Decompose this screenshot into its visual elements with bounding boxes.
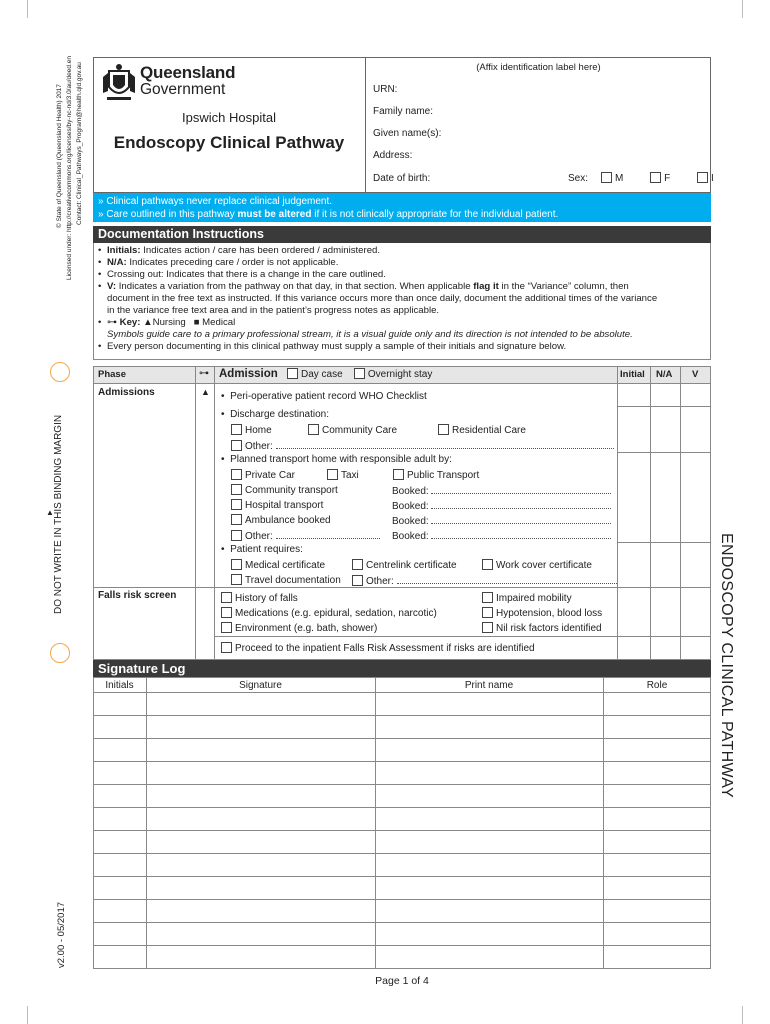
- version-text: v2.00 - 05/2017: [56, 901, 67, 968]
- col-v: V: [692, 369, 699, 380]
- residential-care-label: Residential Care: [452, 425, 526, 436]
- booked-line[interactable]: [431, 514, 611, 524]
- booked-label: Booked:: [392, 501, 429, 512]
- divider: [617, 542, 711, 543]
- hypotension-checkbox[interactable]: [482, 607, 493, 618]
- divider: [375, 677, 376, 969]
- govt-name-2: Government: [140, 81, 226, 98]
- sex-i-checkbox[interactable]: [697, 172, 708, 183]
- divider: [146, 677, 147, 969]
- requires-other-checkbox[interactable]: [352, 575, 363, 586]
- col-initial: Initial: [620, 369, 645, 380]
- community-transport-option: [231, 484, 338, 496]
- ambulance-option: [231, 514, 331, 526]
- discharge-other-checkbox[interactable]: [231, 440, 242, 451]
- overnight-stay-label: Overnight stay: [367, 369, 433, 380]
- instr-key: [97, 317, 707, 341]
- medical-certificate-checkbox[interactable]: [231, 559, 242, 570]
- notice-banner: [93, 193, 711, 222]
- private-car-label: Private Car: [245, 470, 296, 481]
- community-transport-label: Community transport: [245, 485, 338, 496]
- signature-log-heading: Signature Log: [93, 660, 711, 677]
- sex-m-label: M: [615, 173, 624, 184]
- private-car-checkbox[interactable]: [231, 469, 242, 480]
- discharge-text: Discharge destination:: [230, 409, 330, 420]
- instr-v-flag: flag it: [473, 281, 499, 292]
- instr-initials: [97, 245, 707, 257]
- booked-line[interactable]: [431, 499, 611, 509]
- medical-certificate-label: Medical certificate: [245, 560, 326, 571]
- sex-i-label: I: [711, 173, 714, 184]
- centrelink-checkbox[interactable]: [352, 559, 363, 570]
- doc-instructions-box: [93, 243, 711, 360]
- environment-checkbox[interactable]: [221, 622, 232, 633]
- col-admission-label: Admission: [219, 368, 278, 380]
- patient-requires-item: • Patient requires:: [221, 544, 303, 555]
- hospital-transport-label: Hospital transport: [245, 500, 324, 511]
- hospital-transport-option: [231, 499, 323, 511]
- divider: [617, 366, 618, 660]
- community-care-option: [308, 424, 397, 436]
- travel-doc-checkbox[interactable]: [231, 574, 242, 585]
- notice-line1: » Clinical pathways never replace clinical judgement.: [98, 196, 333, 207]
- instr-initials-text: Indicates action / care has been ordered / administered.: [140, 245, 381, 256]
- taxi-checkbox[interactable]: [327, 469, 338, 480]
- side-title: ENDOSCOPY CLINICAL PATHWAY: [718, 533, 735, 799]
- impaired-mobility-option: [482, 592, 572, 604]
- environment-option: [221, 622, 377, 634]
- instr-v-text1: Indicates a variation from the pathway on that day, in that section. When applicable: [116, 281, 474, 292]
- booked-field: [392, 499, 611, 512]
- copyright-line1: © State of Queensland (Queensland Health) 2017: [56, 84, 63, 228]
- key-icon: ⊶: [107, 317, 117, 328]
- trim-mark: [742, 0, 743, 18]
- instr-crossing: • Crossing out: Indicates that there is a change in the care outlined.: [97, 269, 707, 281]
- transport-other-option: [231, 529, 380, 542]
- signature-row-line[interactable]: [93, 784, 711, 785]
- dob-label[interactable]: Date of birth:: [373, 173, 431, 184]
- qld-crest-icon: [101, 63, 137, 103]
- divider: [603, 677, 604, 969]
- centrelink-label: Centrelink certificate: [366, 560, 457, 571]
- transport-text: Planned transport home with responsible adult by:: [230, 454, 452, 465]
- sex-f-checkbox[interactable]: [650, 172, 661, 183]
- sex-f-label: F: [664, 173, 671, 184]
- affix-label: (Affix identification label here): [476, 62, 601, 73]
- urn-label[interactable]: URN:: [373, 84, 398, 95]
- notice-line2: [98, 208, 711, 221]
- instr-v-text2: in the “Variance” column, then: [498, 281, 629, 292]
- residential-care-option: [438, 424, 526, 436]
- divider: [650, 366, 651, 660]
- col-phase: Phase: [98, 369, 126, 380]
- community-care-checkbox[interactable]: [308, 424, 319, 435]
- booked-field: [392, 529, 611, 542]
- residential-care-checkbox[interactable]: [438, 424, 449, 435]
- divider: [93, 587, 711, 588]
- overnight-stay-checkbox[interactable]: [354, 368, 365, 379]
- instr-na-text: Indicates preceding care / order is not applicable.: [126, 257, 339, 268]
- public-transport-checkbox[interactable]: [393, 469, 404, 480]
- sig-col-role: Role: [646, 680, 668, 691]
- community-transport-checkbox[interactable]: [231, 484, 242, 495]
- divider: [214, 366, 215, 660]
- medications-checkbox[interactable]: [221, 607, 232, 618]
- admissions-label: Admissions: [98, 387, 155, 398]
- hospital-name: Ipswich Hospital: [182, 110, 276, 125]
- instr-key-medical: Medical: [202, 317, 236, 328]
- home-checkbox[interactable]: [231, 424, 242, 435]
- environment-label: Environment (e.g. bath, shower): [235, 623, 378, 634]
- key-icon: ⊶: [199, 368, 209, 379]
- medical-square-icon: ■: [193, 317, 200, 328]
- divider: [617, 452, 711, 453]
- sig-col-signature: Signature: [239, 680, 282, 691]
- booked-label: Booked:: [392, 531, 429, 542]
- instr-every-person: • Every person documenting in this clinical pathway must supply a sample of their initials and signature below.: [97, 341, 707, 353]
- col-admission: [219, 368, 432, 380]
- trim-mark: [27, 0, 28, 18]
- work-cover-checkbox[interactable]: [482, 559, 493, 570]
- proceed-option: [221, 642, 535, 654]
- instr-v-line2: document in the free text as instructed. If this variance occurs more than once daily, document the additional times of the variance: [107, 293, 658, 304]
- signature-table: [93, 677, 711, 969]
- taxi-label: Taxi: [341, 470, 359, 481]
- discharge-item: • Discharge destination:: [221, 409, 330, 420]
- history-falls-option: [221, 592, 298, 604]
- medical-certificate-option: [231, 559, 325, 571]
- sex-label: Sex:: [568, 173, 589, 184]
- given-names-label[interactable]: Given name(s):: [373, 128, 442, 139]
- booked-label: Booked:: [392, 486, 429, 497]
- hypotension-label: Hypotension, blood loss: [496, 608, 603, 619]
- nil-risk-option: [482, 622, 602, 634]
- family-name-label[interactable]: Family name:: [373, 106, 434, 117]
- requires-other-field[interactable]: [397, 574, 617, 584]
- instr-v-bold: V:: [107, 281, 117, 292]
- booked-field: [392, 514, 611, 527]
- booked-field: [392, 484, 611, 497]
- impaired-mobility-label: Impaired mobility: [496, 593, 572, 604]
- discharge-other-label: Other:: [245, 441, 273, 452]
- signature-row-line[interactable]: [93, 922, 711, 923]
- home-option: [231, 424, 272, 436]
- signature-row-line[interactable]: [93, 715, 711, 716]
- taxi-option: [327, 469, 359, 481]
- centrelink-option: [352, 559, 457, 571]
- day-case-label: Day case: [301, 369, 343, 380]
- instr-v-line3: in the variance free text area and in the patient’s progress notes as applicable.: [107, 305, 440, 316]
- signature-row-line[interactable]: [93, 876, 711, 877]
- divider: [214, 636, 711, 637]
- signature-row-line[interactable]: [93, 738, 711, 739]
- falls-risk-label: Falls risk screen: [98, 590, 177, 601]
- ambulance-checkbox[interactable]: [231, 514, 242, 525]
- proceed-checkbox[interactable]: [221, 642, 232, 653]
- instr-key-bold: Key:: [119, 317, 141, 328]
- hospital-transport-checkbox[interactable]: [231, 499, 242, 510]
- signature-row-line[interactable]: [93, 692, 711, 693]
- govt-name-1: Queensland: [140, 63, 236, 82]
- page-number: Page 1 of 4: [375, 975, 429, 987]
- sex-options: [601, 172, 714, 184]
- divider: [93, 383, 711, 384]
- doc-instructions-heading: Documentation Instructions: [93, 226, 711, 243]
- signature-row-line[interactable]: [93, 830, 711, 831]
- notice-line2-text-end: if it is not clinically appropriate for the individual patient.: [311, 209, 559, 220]
- ambulance-label: Ambulance booked: [245, 515, 331, 526]
- home-label: Home: [245, 425, 272, 436]
- divider: [680, 366, 681, 660]
- work-cover-label: Work cover certificate: [496, 560, 592, 571]
- nursing-triangle-icon: ▲: [143, 317, 153, 328]
- nursing-triangle-icon: ▲: [201, 387, 210, 397]
- signature-row-line[interactable]: [93, 807, 711, 808]
- instr-v: [97, 281, 707, 317]
- transport-item: • Planned transport home with responsible adult by:: [221, 454, 452, 465]
- nil-risk-checkbox[interactable]: [482, 622, 493, 633]
- divider: [617, 406, 711, 407]
- binding-margin-text: [53, 415, 64, 614]
- private-car-option: [231, 469, 295, 481]
- binding-arrow: ▲: [46, 508, 54, 517]
- work-cover-option: [482, 559, 592, 571]
- signature-row-line[interactable]: [93, 853, 711, 854]
- address-label[interactable]: Address:: [373, 150, 413, 161]
- requires-other-label: Other:: [366, 576, 394, 587]
- signature-row-line[interactable]: [93, 945, 711, 946]
- transport-other-checkbox[interactable]: [231, 530, 242, 541]
- copyright-line2: Licensed under: http://creativecommons.org/licenses/by-nc-nd/3.0/au/deed.en: [66, 55, 73, 280]
- col-na: N/A: [656, 369, 673, 380]
- medications-option: [221, 607, 437, 619]
- header-divider: [365, 57, 366, 193]
- day-case-checkbox[interactable]: [287, 368, 298, 379]
- history-falls-checkbox[interactable]: [221, 592, 232, 603]
- trim-mark: [27, 1006, 28, 1024]
- sex-m-checkbox[interactable]: [601, 172, 612, 183]
- signature-row-line[interactable]: [93, 899, 711, 900]
- impaired-mobility-checkbox[interactable]: [482, 592, 493, 603]
- public-transport-option: [393, 469, 479, 481]
- peri-op-item: • Peri-operative patient record WHO Checklist: [221, 391, 427, 402]
- notice-line2-bold: must be altered: [237, 209, 312, 220]
- instr-na-bold: N/A:: [107, 257, 127, 268]
- transport-other-label: Other:: [245, 531, 273, 542]
- history-falls-label: History of falls: [235, 593, 298, 604]
- copyright-line3: Contact: Clinical_Pathways_Program@health.qld.gov.au: [76, 62, 83, 225]
- notice-line2-text: » Care outlined in this pathway: [98, 209, 238, 220]
- discharge-other-field[interactable]: [276, 439, 614, 449]
- instr-key-nursing: Nursing: [152, 317, 186, 328]
- binding-hole: [50, 643, 70, 663]
- divider: [195, 366, 196, 660]
- instr-na: [97, 257, 707, 269]
- patient-requires-text: Patient requires:: [230, 544, 303, 555]
- sig-col-print-name: Print name: [464, 680, 514, 691]
- hypotension-option: [482, 607, 602, 619]
- public-transport-label: Public Transport: [407, 470, 480, 481]
- sig-col-initials: Initials: [105, 680, 134, 691]
- binding-hole: [50, 362, 70, 382]
- instr-symbols-note: Symbols guide care to a primary professional stream, it is a visual guide only and its direction is not intended to be absolute.: [107, 329, 633, 340]
- booked-label: Booked:: [392, 516, 429, 527]
- travel-doc-option: [231, 574, 341, 586]
- booked-line[interactable]: [431, 529, 611, 539]
- booked-line[interactable]: [431, 484, 611, 494]
- discharge-other-option: [231, 439, 614, 452]
- medications-label: Medications (e.g. epidural, sedation, narcotic): [235, 608, 437, 619]
- instr-initials-bold: Initials:: [107, 245, 141, 256]
- binding-margin-label: DO NOT WRITE IN THIS BINDING MARGIN: [53, 414, 64, 614]
- proceed-label: Proceed to the inpatient Falls Risk Assessment if risks are identified: [235, 643, 535, 654]
- page-title: Endoscopy Clinical Pathway: [113, 133, 345, 152]
- trim-mark: [742, 1006, 743, 1024]
- travel-doc-label: Travel documentation: [245, 575, 341, 586]
- requires-other-option: [352, 574, 617, 587]
- peri-op-text: Peri-operative patient record WHO Checklist: [230, 391, 427, 402]
- signature-row-line[interactable]: [93, 761, 711, 762]
- nil-risk-label: Nil risk factors identified: [496, 623, 602, 634]
- transport-other-field[interactable]: [276, 529, 380, 539]
- community-care-label: Community Care: [322, 425, 398, 436]
